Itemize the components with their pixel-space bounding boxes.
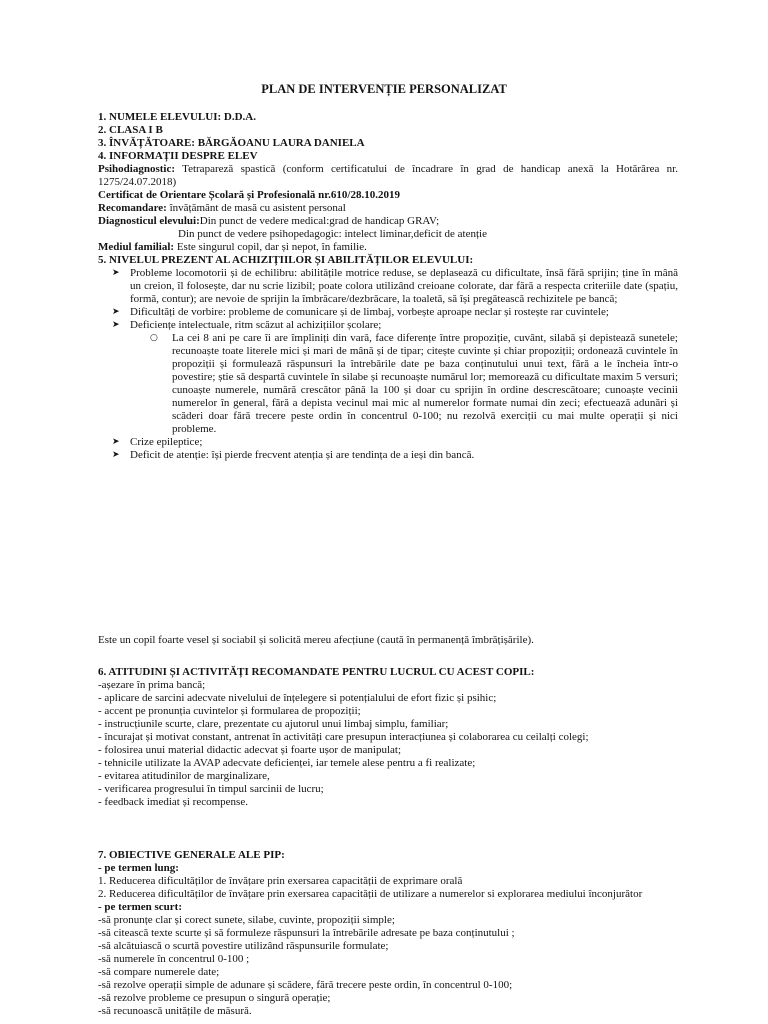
list-item-text: Deficit de atenție: își pierde frecvent atenția și are tendința de a ieși din bancă. (130, 449, 475, 461)
list-item (98, 267, 678, 306)
list-item-text: Crize epileptice; (130, 436, 203, 448)
list-item: -să alcătuiască o scurtă povestire utilizând răspunsurile formulate; (98, 940, 389, 952)
arrow-bullet-icon: ➤ (112, 307, 120, 317)
copil-vesel-paragraph (98, 634, 678, 647)
sub-list-item (98, 332, 678, 436)
recomandare (98, 202, 678, 215)
list-item: - feedback imediat și recompense. (98, 796, 248, 808)
arrow-bullet-icon: ➤ (112, 437, 120, 447)
list-item: - verificarea progresului în timpul sarcinii de lucru; (98, 783, 324, 795)
mediu-familial (98, 241, 678, 254)
list-item: - folosirea unui material didactic adecvat și foarte ușor de manipulat; (98, 744, 401, 756)
list-item-text: Probleme locomotorii și de echilibru: abilitățile motrice reduse, se deplasează cu dificultate, însă fără sprijin; ține în mână un creion, îl folosește, dar nu scrie lizibil; poate colora utilizând creioane colorate, dar fără a respecta criteriile date (spațiu, formă, contur); are nevoie de sprijin la îmbrăcare/dezbrăcare, la toaletă, să își pregătească rechizitele pe bancă; (130, 267, 678, 305)
list-item: -să recunoască unitățile de măsură. (98, 1005, 252, 1017)
list-item: - accent pe pronunția cuvintelor și formularea de propoziții; (98, 705, 361, 717)
mediu-familial-label: Mediul familial: (98, 241, 175, 253)
list-item: -să compare numerele date; (98, 966, 220, 978)
list-item: -să rezolve probleme ce presupun o singură operație; (98, 992, 331, 1004)
section-6 (98, 666, 678, 809)
list-item: -să citească texte scurte și să formuleze răspunsuri la întrebările adresate pe baza conținutului ; (98, 927, 515, 939)
student-class: 2. CLASA I B (98, 124, 163, 136)
sub-list-item-text: La cei 8 ani pe care îi are împliniți din vară, face diferențe între propoziție, cuvânt, silabă și depistează sunetele; recunoaște toate literele mici și mari de mână și de tipar; citește cuvinte și chiar propoziții; ordonează cuvintele în propoziții și formulează răspunsuri la întrebările date pe baza conținutului unui text, fără a le încheia într-o povestire; știe să despartă cuvintele în silabe și recunoaște numărul lor; memorează cu dificultate maxim 5 versuri; cunoaște numerele, numără crescător până la 100 și doar cu sprijin în ordine descrescătoare; cunoaște vecinii numerelor în general, fără a depista vecinul mai mic al numerelor formate numai din zeci; efectuează adunări și scăderi doar fără trecere peste ordin în concentrul 0-100; nu rezolvă exerciții cu mai multe operații și nici probleme. (172, 332, 678, 435)
list-item: - tehnicile utilizate la AVAP adecvate deficienței, iar temele alese pentru a fi realizate; (98, 757, 476, 769)
list-item: - aplicare de sarcini adecvate nivelului de înțelegere si potențialului de efort fizic și psihic; (98, 692, 497, 704)
termen-lung-label: - pe termen lung: (98, 862, 179, 874)
list-item: -așezare în prima bancă; (98, 679, 206, 691)
section-6-heading: 6. ATITUDINI ȘI ACTIVITĂȚI RECOMANDATE PENTRU LUCRUL CU ACEST COPIL: (98, 666, 535, 678)
list-item-text: Deficiențe intelectuale, ritm scăzut al achizițiilor școlare; (130, 319, 382, 331)
certificat: Certificat de Orientare Școlară și Profesională nr.610/28.10.2019 (98, 189, 400, 201)
psihodiagnostic-text: Tetrapareză spastică (conform certificatului de încadrare în grad de handicap anexă la Hotărârea nr. 1275/24.07.2018) (98, 163, 678, 188)
teacher-name: 3. ÎNVĂȚĂTOARE: BĂRGĂOANU LAURA DANIELA (98, 137, 365, 149)
arrow-bullet-icon: ➤ (112, 450, 120, 460)
circle-bullet-icon: ○ (150, 333, 158, 343)
diagnostic-label: Diagnosticul elevului: (98, 215, 200, 227)
termen-scurt-label: - pe termen scurt: (98, 901, 182, 913)
section-5-list (98, 267, 678, 462)
sub-list (98, 332, 678, 436)
diagnostic-text-psiho: Din punct de vedere psihopedagogic: intelect liminar,deficit de atenție (178, 228, 487, 240)
list-item: 1. Reducerea dificultăților de învățare prin exersarea capacității de exprimare orală (98, 875, 463, 887)
list-item: -să pronunțe clar și corect sunete, silabe, cuvinte, propoziții simple; (98, 914, 395, 926)
list-item: -să numerele în concentrul 0-100 ; (98, 953, 250, 965)
list-item: -să rezolve operații simple de adunare și scădere, fără trecere peste ordin, în concentrul 0-100; (98, 979, 513, 991)
list-item: 2. Reducerea dificultăților de învățare prin exersarea capacității de utilizare a numerelor si explorarea mediului înconjurător (98, 888, 643, 900)
list-item: - încurajat și motivat constant, antrenat în activități care presupun interacțiunea și colaborarea cu ceilalți colegi; (98, 731, 589, 743)
psihodiagnostic (98, 163, 678, 189)
list-item (98, 319, 678, 436)
arrow-bullet-icon: ➤ (112, 268, 120, 278)
list-item-text: Dificultăți de vorbire: probleme de comunicare și de limbaj, vorbește aproape neclar și rostește rar cuvintele; (130, 306, 609, 318)
section-4-heading: 4. INFORMAȚII DESPRE ELEV (98, 150, 258, 162)
recomandare-text: învățământ de masă cu asistent personal (166, 202, 346, 214)
list-item (98, 436, 678, 449)
list-item (98, 306, 678, 319)
student-info (98, 111, 678, 462)
section-5-heading: 5. NIVELUL PREZENT AL ACHIZIȚIILOR ȘI ABILITĂȚILOR ELEVULUI: (98, 254, 474, 266)
copil-vesel-text: Este un copil foarte vesel și sociabil și solicită mereu afecțiune (caută în permanență îmbrățișările). (98, 634, 534, 646)
student-name: 1. NUMELE ELEVULUI: D.D.A. (98, 111, 256, 123)
arrow-bullet-icon: ➤ (112, 320, 120, 330)
psihodiagnostic-label: Psihodiagnostic: (98, 163, 176, 175)
recomandare-label: Recomandare: (98, 202, 167, 214)
list-item (98, 449, 678, 462)
list-item: - instrucțiunile scurte, clare, prezentate cu ajutorul unui limbaj simplu, familiar; (98, 718, 449, 730)
diagnostic-text-medical: Din punct de vedere medical:grad de handicap GRAV; (199, 215, 440, 227)
list-item: - evitarea atitudinilor de marginalizare, (98, 770, 270, 782)
section-7 (98, 849, 678, 1018)
page-title: PLAN DE INTERVENȚIE PERSONALIZAT (261, 82, 507, 96)
section-7-heading: 7. OBIECTIVE GENERALE ALE PIP: (98, 849, 285, 861)
mediu-familial-text: Este singurul copil, dar și nepot, în familie. (174, 241, 367, 253)
diagnostic (98, 215, 678, 228)
